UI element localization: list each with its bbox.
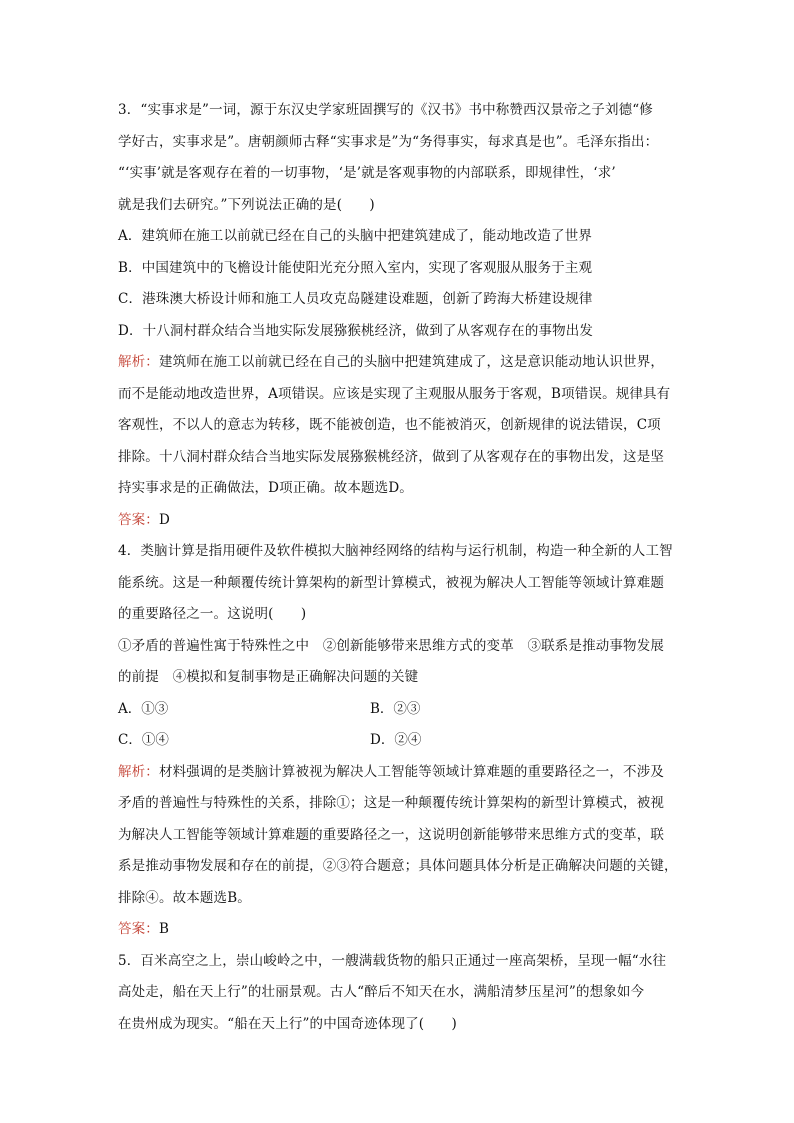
question-4-statements-line: ①矛盾的普遍性寓于特殊性之中 ②创新能够带来思维方式的变革 ③联系是推动事物发展 [118,637,664,654]
question-4-analysis-line: 为解决人工智能等领域计算难题的重要路径之一，这说明创新能够带来思维方式的变革，联 [118,826,664,843]
question-3-stem-line: 学好古，实事求是”。唐朝颜师古释“实事求是”为“务得事实，每求真是也”。毛泽东指出： [118,133,659,150]
question-3-stem-line: 就是我们去研究。”下列说法正确的是( ) [118,196,375,213]
question-3-analysis-line: 排除。十八洞村群众结合当地实际发展猕猴桃经济，做到了从客观存在的事物出发，这是坚 [118,448,664,465]
question-4-option-b: B．②③ [370,700,421,717]
question-4-option-c: C．①④ [118,732,169,748]
question-3-option-c: C．港珠澳大桥设计师和施工人员攻克岛隧建设难题，创新了跨海大桥建设规律 [118,291,593,307]
question-3-analysis-line: 而不是能动地改造世界，A项错误。应该是实现了主观服从服务于客观，B项错误。规律具有 [118,385,671,402]
answer-label: 答案： [118,511,159,528]
question-3-option-b: B．中国建筑中的飞檐设计能使阳光充分照入室内，实现了客观服从服务于主观 [118,259,593,276]
question-3-option-d: D．十八洞村群众结合当地实际发展猕猴桃经济，做到了从客观存在的事物出发 [118,322,594,339]
question-4-analysis-line: 排除④。故本题选B。 [118,889,251,906]
question-4-statements-line: 的前提 ④模拟和复制事物是正确解决问题的关键 [118,669,419,685]
question-4-options-row [118,694,678,726]
answer-value: B [158,921,170,937]
question-4-option-a: A．①③ [118,700,169,717]
question-4-options-row [118,725,678,757]
question-4-analysis-line: 系是推动事物发展和存在的前提，②③符合题意；具体问题具体分析是正确解决问题的关键， [118,858,678,874]
answer-label: 答案： [118,921,159,937]
question-3 [118,95,678,536]
question-3-analysis-line: 客观性，不以人的意志为转移，既不能被创造，也不能被消灭，创新规律的说法错误，C项 [118,417,661,433]
analysis-text: 建筑师在施工以前就已经在自己的头脑中把建筑建成了，这是意识能动地认识世界， [158,354,665,370]
question-3-analysis-line [118,347,678,379]
question-3-analysis-line: 持实事求是的正确做法，D项正确。故本题选D。 [118,480,413,496]
question-4-stem-line: 4．类脑计算是指用硬件及软件模拟大脑神经网络的结构与运行机制，构造一种全新的人工智 [118,543,673,559]
question-4 [118,536,678,946]
answer-value: D [158,511,170,528]
question-3-answer [118,505,678,537]
question-5-stem-line: 在贵州成为现实。“船在天上行”的中国奇迹体现了( ) [118,1015,457,1032]
question-4-analysis-line: 矛盾的普遍性与特殊性的关系，排除①；这是一种颠覆传统计算架构的新型计算模式，被视 [118,795,664,811]
question-5-stem-line: 高处走，船在天上行”的壮丽景观。古人“醉后不知天在水，满船清梦压星河”的想象如今 [118,984,645,1000]
question-5-stem-line: 5．百米高空之上，崇山峻岭之中，一艘满载货物的船只正通过一座高架桥，呈现一幅“水往 [118,952,667,969]
question-4-option-d: D．②④ [370,732,422,748]
question-3-stem-line: “‘实事’就是客观存在着的一切事物，‘是’就是客观事物的内部联系，即规律性，‘求’ [118,165,616,181]
question-5 [118,946,678,1041]
document-page [118,95,678,1040]
analysis-label: 解析： [118,763,159,780]
question-3-option-a: A．建筑师在施工以前就已经在自己的头脑中把建筑建成了，能动地改造了世界 [118,228,592,244]
question-4-stem-line: 能系统。这是一种颠覆传统计算架构的新型计算模式，被视为解决人工智能等领域计算难题 [118,574,664,591]
question-4-analysis-line [118,757,678,789]
analysis-text: 材料强调的是类脑计算被视为解决人工智能等领域计算难题的重要路径之一，不涉及 [158,763,665,780]
question-3-stem-line: 3．“实事求是”一词，源于东汉史学家班固撰写的《汉书》书中称赞西汉景帝之子刘德“修 [118,102,653,118]
question-4-answer [118,914,678,946]
analysis-label: 解析： [118,354,159,370]
question-4-stem-line: 的重要路径之一。这说明( ) [118,606,307,622]
